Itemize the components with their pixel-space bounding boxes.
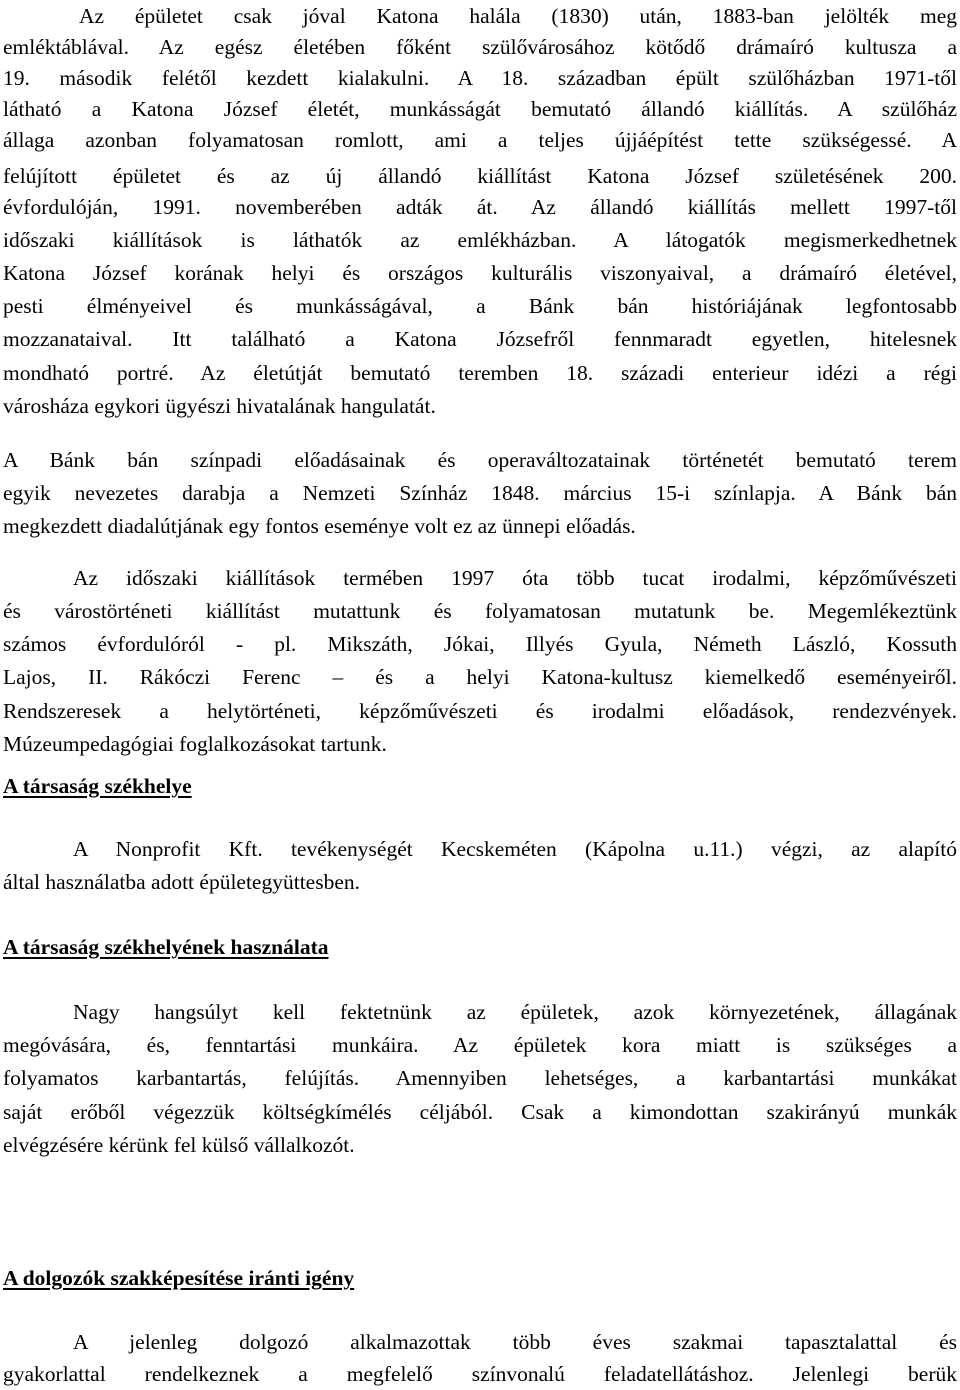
paragraph-1-line-1: Az épületet csak jóval Katona halála (1830) után, 1883-ban jelölték meg: [79, 4, 957, 28]
section-heading-seat-usage: A társaság székhelyének használata: [3, 935, 329, 959]
paragraph-1-line-2: emléktáblával. Az egész életében főként szülővárosához kötődő drámaíró kultusza a: [3, 35, 957, 59]
paragraph-3-line-5: Rendszeresek a helytörténeti, képzőművészeti és irodalmi előadások, rendezvények.: [3, 699, 957, 723]
paragraph-2-line-3: megkezdett diadalútjának egy fontos eseménye volt ez az ünnepi előadás.: [3, 514, 636, 538]
paragraph-1-line-5: állaga azonban folyamatosan romlott, ami a teljes újjáépítést tette szükségessé. A: [3, 128, 957, 152]
section-heading-staff-qualification: A dolgozók szakképesítése iránti igény: [3, 1266, 355, 1290]
paragraph-3-line-1: Az időszaki kiállítások termében 1997 óta több tucat irodalmi, képzőművészeti: [73, 566, 957, 590]
paragraph-3-line-2: és várostörténeti kiállítást mutattunk és folyamatosan mutatunk be. Megemlékeztünk: [3, 599, 957, 623]
paragraph-1-line-10: pesti élményeivel és munkásságával, a Bánk bán históriájának legfontosabb: [3, 294, 957, 318]
paragraph-1-line-3: 19. második felétől kezdett kialakulni. A 18. században épült szülőházban 1971-től: [3, 66, 957, 90]
paragraph-3-line-4: Lajos, II. Rákóczi Ferenc – és a helyi Katona-kultusz kiemelkedő eseményeiről.: [3, 665, 957, 689]
paragraph-5-line-2: megóvására, és, fenntartási munkáira. Az épületek kora miatt is szükséges a: [3, 1033, 957, 1057]
section-heading-seat: A társaság székhelye: [3, 774, 192, 798]
paragraph-2-line-1: A Bánk bán színpadi előadásainak és operaváltozatainak történetét bemutató terem: [3, 448, 957, 472]
paragraph-4-line-2: által használatba adott épületegyüttesben.: [3, 870, 360, 894]
paragraph-6-line-1: A jelenleg dolgozó alkalmazottak több éves szakmai tapasztalattal és: [73, 1330, 957, 1354]
paragraph-1-line-4: látható a Katona József életét, munkásságát bemutató állandó kiállítás. A szülőház: [3, 97, 957, 121]
paragraph-5-line-4: saját erőből végezzük költségkímélés céljából. Csak a kimondottan szakirányú munkák: [3, 1100, 957, 1124]
paragraph-1-line-9: Katona József korának helyi és országos kulturális viszonyaival, a drámaíró életével,: [3, 261, 957, 285]
paragraph-3-line-6: Múzeumpedagógiai foglalkozásokat tartunk.: [3, 732, 387, 756]
paragraph-5-line-1: Nagy hangsúlyt kell fektetnünk az épületek, azok környezetének, állagának: [73, 1000, 957, 1024]
paragraph-3-line-3: számos évfordulóról - pl. Mikszáth, Jókai, Illyés Gyula, Németh László, Kossuth: [3, 632, 957, 656]
paragraph-6-line-2: gyakorlattal rendelkeznek a megfelelő színvonalú feladatellátáshoz. Jelenlegi berük: [3, 1362, 957, 1386]
paragraph-2-line-2: egyik nevezetes darabja a Nemzeti Színház 1848. március 15-i színlapja. A Bánk bán: [3, 481, 957, 505]
paragraph-1-line-12: mondható portré. Az életútját bemutató teremben 18. századi enterieur idézi a régi: [3, 361, 957, 385]
paragraph-5-line-3: folyamatos karbantartás, felújítás. Amennyiben lehetséges, a karbantartási munkákat: [3, 1066, 957, 1090]
paragraph-1-line-6: felújított épületet és az új állandó kiállítást Katona József születésének 200.: [3, 164, 957, 188]
paragraph-4-line-1: A Nonprofit Kft. tevékenységét Kecskeméten (Kápolna u.11.) végzi, az alapító: [73, 837, 957, 861]
paragraph-1-line-8: időszaki kiállítások is láthatók az emlékházban. A látogatók megismerkedhetnek: [3, 228, 957, 252]
paragraph-1-line-7: évfordulóján, 1991. novemberében adták át. Az állandó kiállítás mellett 1997-től: [3, 195, 957, 219]
paragraph-1-line-13: városháza egykori ügyészi hivatalának hangulatát.: [3, 394, 436, 418]
paragraph-5-line-5: elvégzésére kérünk fel külső vállalkozót.: [3, 1133, 355, 1157]
paragraph-1-line-11: mozzanataival. Itt található a Katona Józsefről fennmaradt egyetlen, hitelesnek: [3, 327, 957, 351]
